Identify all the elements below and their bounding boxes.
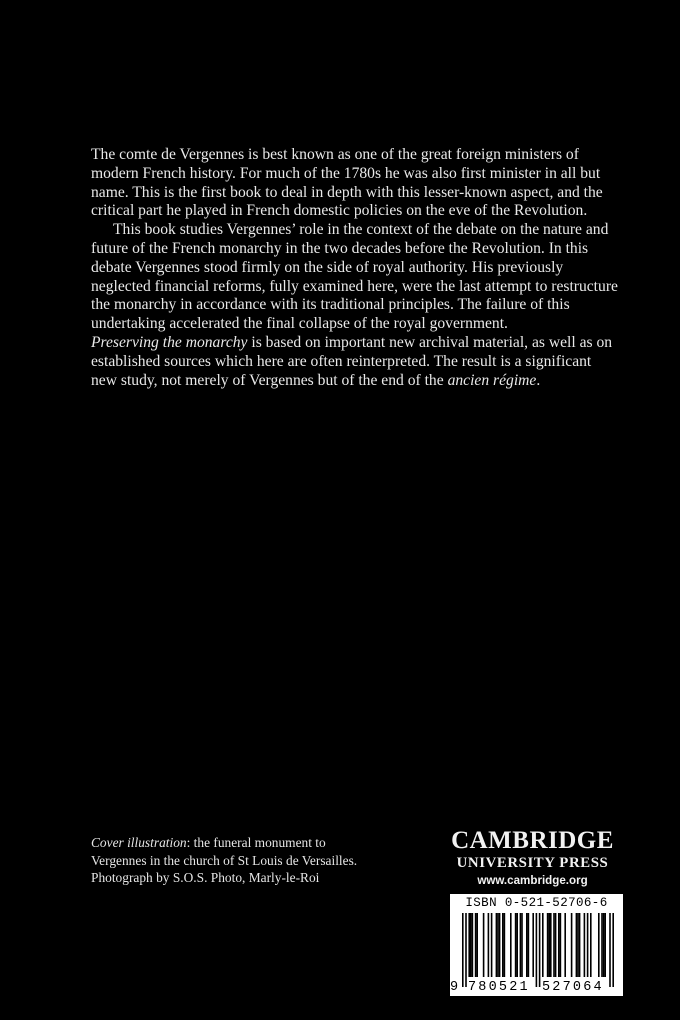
- barcode-bar: [470, 913, 472, 977]
- ancien-regime-term: ancien régime: [447, 371, 537, 389]
- barcode-bar: [536, 913, 538, 987]
- barcode-bar: [476, 913, 478, 977]
- credit-line-3: Photograph by S.O.S. Photo, Marly-le-Roi: [91, 870, 320, 885]
- barcode-bar: [516, 913, 518, 977]
- barcode-bar: [548, 913, 550, 977]
- barcode-bar: [499, 913, 501, 977]
- barcode-bar: [560, 913, 562, 977]
- barcode-bar: [528, 913, 530, 977]
- barcode-bar: [542, 913, 544, 977]
- barcode-bar: [590, 913, 592, 977]
- cover-illustration-label: Cover illustration: [91, 835, 187, 850]
- barcode-bar: [488, 913, 490, 977]
- barcode-bar: [609, 913, 611, 987]
- barcode-bar: [577, 913, 579, 977]
- barcode-bar: [547, 913, 549, 977]
- barcode-bar: [483, 913, 485, 977]
- blurb-paragraph-2: This book studies Vergennes’ role in the context of the debate on the nature and future of the French monarchy in the two decades before the Revolution. In this debate Vergennes stood firmly on the side of royal authority. His previously neglected financial reforms, fully examined here, were the last attempt to restructure the monarchy in accordance with its traditional principles. The failure of this undertaking accelerated the final collapse of the royal government.: [91, 221, 618, 333]
- barcode-bar: [564, 913, 566, 977]
- barcode-panel: [450, 894, 623, 996]
- isbn-label: ISBN 0-521-52706-6: [465, 896, 608, 910]
- barcode-left-group: 780521: [468, 980, 530, 995]
- blurb-paragraph-3: [91, 334, 621, 390]
- blurb-paragraph-1: The comte de Vergennes is best known as one of the great foreign ministers of modern French history. For much of the 1780s he was also first minister in all but name. This is the first book to deal in depth with this lesser-known aspect, and the critical part he played in French domestic policies on the eve of the Revolution.: [91, 146, 603, 220]
- barcode-bar: [539, 913, 541, 987]
- barcode-bar: [491, 913, 493, 977]
- barcode-bar: [558, 913, 560, 977]
- publisher-logo: [440, 828, 625, 889]
- cover-illustration-credit: [91, 834, 411, 887]
- barcode-bar: [553, 913, 555, 977]
- barcode-bar: [532, 913, 534, 977]
- barcode-bar: [504, 913, 506, 977]
- barcode-bar: [521, 913, 523, 977]
- barcode-bar: [515, 913, 517, 977]
- publisher-subname: UNIVERSITY PRESS: [456, 855, 609, 871]
- barcode-bar: [598, 913, 600, 977]
- barcode-bar: [601, 913, 603, 977]
- barcode-bar: [462, 913, 464, 987]
- barcode-bar: [571, 913, 573, 977]
- barcode-bar: [468, 913, 470, 977]
- barcode-right-group: 527064: [542, 980, 604, 995]
- barcode-bar: [502, 913, 504, 977]
- barcode-bar: [604, 913, 606, 977]
- barcode-bar: [555, 913, 557, 977]
- barcode-bar: [584, 913, 586, 977]
- barcode-bar: [587, 913, 589, 977]
- book-title: Preserving the monarchy: [91, 333, 248, 351]
- publisher-url: www.cambridge.org: [477, 874, 588, 887]
- barcode-lead-digit: 9: [450, 980, 459, 995]
- barcode-bar: [579, 913, 581, 977]
- barcode-bar: [576, 913, 578, 977]
- barcode-bar: [603, 913, 605, 977]
- barcode-bar: [550, 913, 552, 977]
- barcode-bar: [526, 913, 528, 977]
- back-cover-blurb: [91, 146, 621, 390]
- barcode-bar: [510, 913, 512, 977]
- blurb-paragraph-3-end: .: [536, 371, 541, 389]
- barcode-bar: [472, 913, 474, 977]
- barcode-bar: [475, 913, 477, 977]
- barcode-bar: [520, 913, 522, 977]
- barcode-bar: [612, 913, 614, 987]
- barcode-bar: [496, 913, 498, 977]
- credit-line-1-text: : the funeral monument to: [186, 835, 326, 850]
- credit-line-2: Vergennes in the church of St Louis de Versailles.: [91, 852, 358, 868]
- credit-line-1: [91, 834, 411, 852]
- blurb-paragraph-3-text: is based on important new archival material, as well as on established sources which here are often reinterpreted. The result is a significant new study, not merely of Vergennes but of the end of the: [91, 333, 613, 389]
- barcode-bar: [465, 913, 467, 987]
- barcode-bar: [497, 913, 499, 977]
- publisher-name: CAMBRIDGE: [451, 827, 614, 854]
